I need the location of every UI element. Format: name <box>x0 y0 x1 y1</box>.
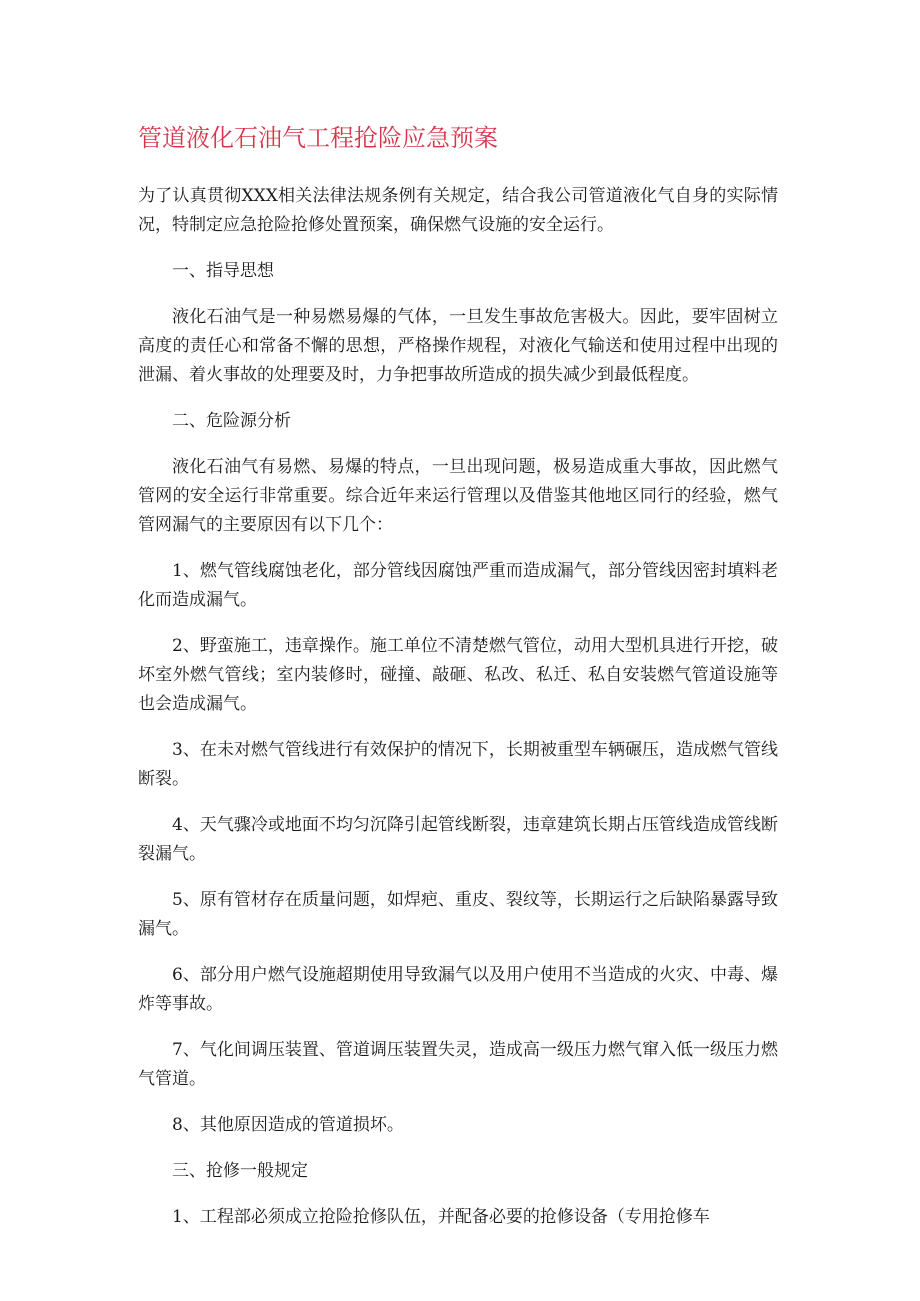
document-title: 管道液化石油气工程抢险应急预案 <box>138 124 498 152</box>
section-heading-repair-rules: 三、抢修一般规定 <box>172 1161 308 1181</box>
intro-paragraph: 为了认真贯彻XXX相关法律法规条例有关规定，结合我公司管道液化气自身的实际情况，特制定应急抢险抢修处置预案，确保燃气设施的安全运行。 <box>138 186 778 235</box>
document-body <box>138 182 778 1249</box>
list-item: 7、气化间调压装置、管道调压装置失灵，造成高一级压力燃气窜入低一级压力燃气管道。 <box>138 1040 778 1089</box>
section-paragraph: 液化石油气是一种易燃易爆的气体，一旦发生事故危害极大。因此，要牢固树立高度的责任心和常备不懈的思想，严格操作规程，对液化气输送和使用过程中出现的泄漏、着火事故的处理要及时，力争把事故所造成的损失减少到最低程度。 <box>138 307 778 385</box>
list-item: 6、部分用户燃气设施超期使用导致漏气以及用户使用不当造成的火灾、中毒、爆炸等事故。 <box>138 965 778 1014</box>
list-item: 4、天气骤冷或地面不均匀沉降引起管线断裂，违章建筑长期占压管线造成管线断裂漏气。 <box>138 815 778 864</box>
list-item: 1、工程部必须成立抢险抢修队伍，并配备必要的抢修设备（专用抢修车 <box>172 1207 710 1227</box>
section-paragraph: 液化石油气有易燃、易爆的特点，一旦出现问题，极易造成重大事故，因此燃气管网的安全运行非常重要。综合近年来运行管理以及借鉴其他地区同行的经验，燃气管网漏气的主要原因有以下几个： <box>138 457 778 535</box>
list-item: 5、原有管材存在质量问题，如焊疤、重皮、裂纹等，长期运行之后缺陷暴露导致漏气。 <box>138 890 778 939</box>
list-item: 1、燃气管线腐蚀老化，部分管线因腐蚀严重而造成漏气，部分管线因密封填料老化而造成漏气。 <box>138 561 778 610</box>
list-item: 8、其他原因造成的管道损坏。 <box>172 1115 404 1135</box>
section-heading-hazard-analysis: 二、危险源分析 <box>172 411 291 431</box>
list-item: 2、野蛮施工，违章操作。施工单位不清楚燃气管位，动用大型机具进行开挖，破坏室外燃气管线；室内装修时，碰撞、敲砸、私改、私迁、私自安装燃气管道设施等也会造成漏气。 <box>138 636 778 714</box>
list-item: 3、在未对燃气管线进行有效保护的情况下，长期被重型车辆碾压，造成燃气管线断裂。 <box>138 740 778 789</box>
section-heading-guiding-ideology: 一、指导思想 <box>172 261 274 281</box>
